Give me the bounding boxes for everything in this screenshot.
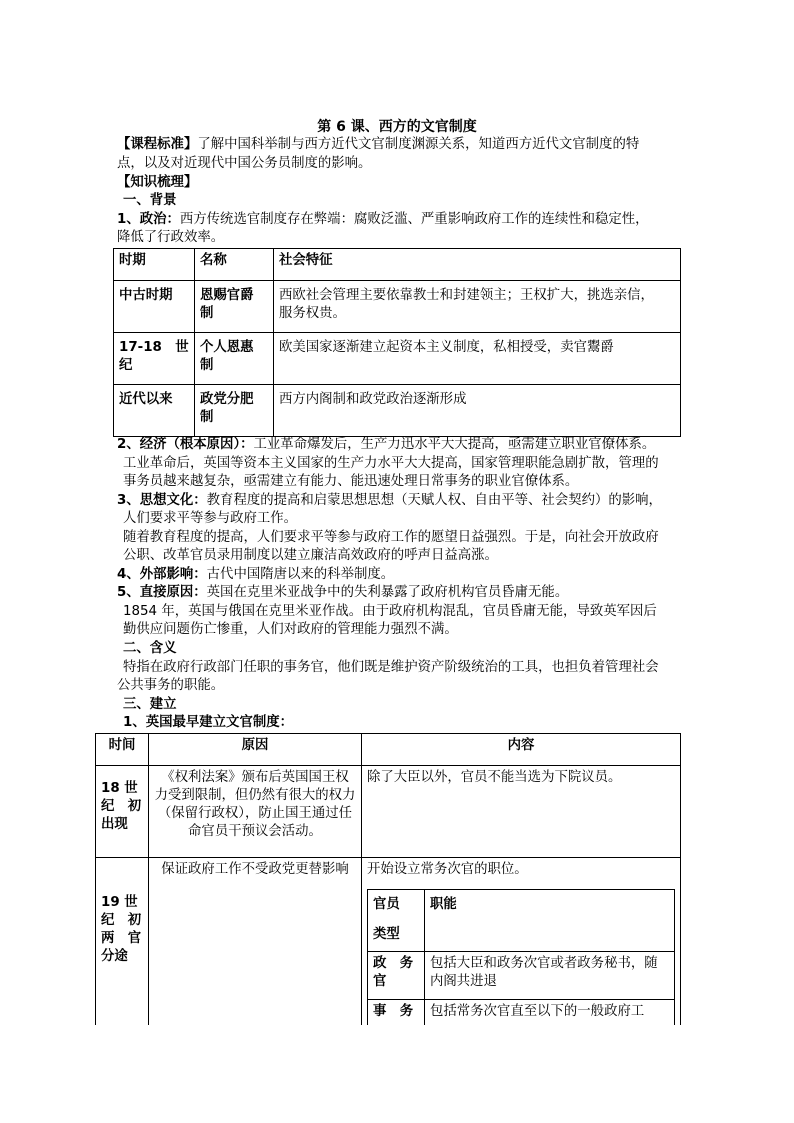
culture-line1: 3、思想文化：教育程度的提高和启蒙思想思想（天赋人权、自由平等、社会契约）的影响， [117,493,662,508]
knowledge-label: 【知识梳理】 [117,175,198,190]
section-establish: 三、建立 [123,697,177,712]
meaning-line1: 特指在政府行政部门任职的事务官，他们既是维护资产阶级统治的工具，也担负着管理社会 [123,660,659,675]
table-row: 中古时期 恩赐官爵 制 西欧社会管理主要依靠教士和封建领主；王权扩大，挑选亲信， 服务权贵。 [114,281,681,333]
course-standard-line2: 点，以及对近现代中国公务员制度的影响。 [117,156,372,171]
britain-table-container [95,733,683,1025]
header-name: 名称 [195,249,274,281]
direct-line3: 勤供应问题伤亡惨重，人们对政府的管理能力强烈不满。 [123,622,458,637]
table-row: 19 世 纪 初 两 官 分途 保证政府工作不受政党更替影响 开始设立常务次官的职位。 官员 类型 职能 政 务 官 包括大臣和政务次官或者政务秘书，随 内阁共进退 事 务 包括常务次官直至以下的一般政府工 [96,858,681,1026]
table-row: 17-18 世 纪 个人恩惠 制 欧美国家逐渐建立起资本主义制度，私相授受，卖官鬻爵 [114,333,681,385]
header-feature: 社会特征 [274,249,681,281]
economy-line2: 工业革命后，英国等资本主义国家的生产力水平大大提高，国家管理职能急剧扩散，管理的 [123,456,659,471]
header-reason: 原因 [149,734,362,766]
politics-line1: 1、政治：西方传统选官制度存在弊端：腐败泛滥、严重影响政府工作的连续性和稳定性， [117,212,649,227]
course-standard-label: 【课程标准】 [117,137,198,152]
britain-table [95,733,681,1025]
section-background: 一、背景 [123,193,177,208]
header-time: 时间 [96,734,149,766]
table-row: 18 世 纪 初 出现 《权利法案》颁布后英国国王权 力受到限制，但仍然有很大的权力 （保留行政权），防止国王通过任 命官员干预议会活动。 除了大臣以外，官员不能当选为下院议员。 [96,766,681,858]
header-content: 内容 [362,734,681,766]
header-period: 时期 [114,249,195,281]
culture-line2: 人们要求平等参与政府工作。 [123,511,298,526]
page-title: 第 6 课、西方的文官制度 [317,119,477,135]
official-type-table: 官员 类型 职能 政 务 官 包括大臣和政务次官或者政务秘书，随 内阁共进退 事 务 包括常务次官直至以下的一般政府工 [367,889,675,1025]
politics-line2: 降低了行政效率。 [117,230,225,245]
table-row: 近代以来 政党分肥 制 西方内阁制和政党政治逐渐形成 [114,385,681,437]
external-line: 4、外部影响：古代中国隋唐以来的科举制度。 [117,567,395,582]
table-row: 事 务 包括常务次官直至以下的一般政府工 [368,1000,675,1026]
culture-line3: 随着教育程度的提高，人们要求平等参与政府工作的愿望日益强烈。于是，向社会开放政府 [123,530,659,545]
culture-line4: 公职、改革官员录用制度以建立廉洁高效政府的呼声日益高涨。 [123,548,498,563]
britain-label: 1、英国最早建立文官制度： [123,715,294,730]
table-row: 政 务 官 包括大臣和政务次官或者政务秘书，随 内阁共进退 [368,952,675,1000]
meaning-line2: 公共事务的职能。 [117,678,225,693]
course-standard-line1: 【课程标准】了解中国科举制与西方近代文官制度渊源关系，知道西方近代文官制度的特 [117,137,640,152]
direct-line2: 1854 年，英国与俄国在克里米亚作战。由于政府机构混乱，官员昏庸无能，导致英军因后 [123,604,657,619]
economy-line1: 2、经济（根本原因）：工业革命爆发后，生产力迅水平大大提高，亟需建立职业官僚体系。 [117,437,656,452]
period-table [113,248,681,437]
economy-line3: 事务员越来越复杂，亟需建立有能力、能迅速处理日常事务的职业官僚体系。 [123,474,579,489]
direct-line1: 5、直接原因：英国在克里米亚战争中的失利暴露了政府机构官员昏庸无能。 [117,585,569,600]
section-meaning: 二、含义 [123,641,177,656]
